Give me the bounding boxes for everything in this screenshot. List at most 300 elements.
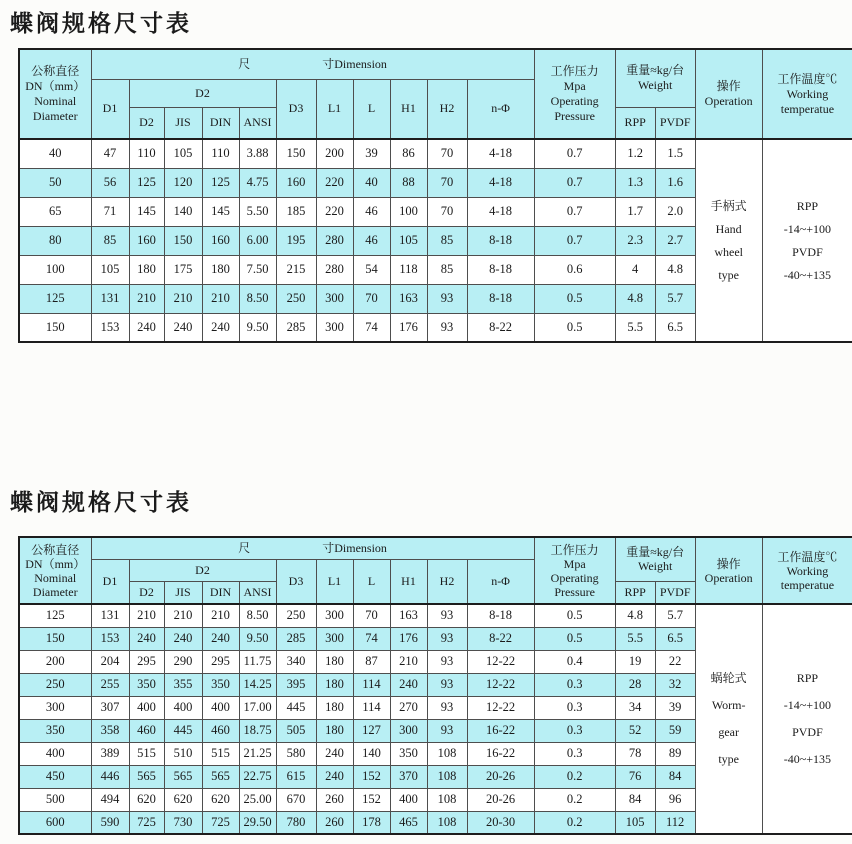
cell-h1: 176 (390, 627, 427, 650)
dimension-cn-right: 寸Dimension (322, 541, 387, 556)
cell-d2: 240 (129, 313, 164, 342)
cell-pressure: 0.5 (534, 604, 615, 627)
cell-n-phi: 4-18 (467, 197, 534, 226)
cell-l1: 240 (316, 742, 353, 765)
cell-d2: 725 (129, 811, 164, 834)
cell-pvdf: 112 (655, 811, 695, 834)
cell-dn: 600 (19, 811, 91, 834)
cell-d1: 204 (91, 650, 129, 673)
cell-ansi: 8.50 (239, 284, 276, 313)
cell-l: 114 (353, 673, 390, 696)
cell-l: 46 (353, 226, 390, 255)
cell-ansi: 6.00 (239, 226, 276, 255)
cell-d3: 250 (276, 284, 316, 313)
cell-d1: 153 (91, 627, 129, 650)
spec-table-wormgear (18, 536, 852, 835)
cell-l: 40 (353, 168, 390, 197)
cell-h1: 370 (390, 765, 427, 788)
cell-h2: 108 (427, 788, 467, 811)
cell-n-phi: 12-22 (467, 650, 534, 673)
col-header-5: n-Φ (467, 79, 534, 139)
cell-ansi: 5.50 (239, 197, 276, 226)
col-header-4: H2 (427, 559, 467, 604)
cell-pvdf: 6.5 (655, 627, 695, 650)
cell-h1: 300 (390, 719, 427, 742)
col-header-dimension (91, 49, 534, 79)
cell-l1: 240 (316, 765, 353, 788)
cell-d1: 494 (91, 788, 129, 811)
dimension-header (92, 541, 534, 555)
col-subheader-d2-3: ANSI (239, 581, 276, 604)
cell-d3: 250 (276, 604, 316, 627)
cell-dn: 40 (19, 139, 91, 168)
text-line: Operating (550, 94, 599, 108)
col-subheader-weight-1: PVDF (655, 581, 695, 604)
text-line: wheel (714, 244, 743, 259)
text-line: Pressure (554, 109, 595, 123)
text-line: 公称直径 (31, 64, 80, 78)
cell-d2: 620 (129, 788, 164, 811)
cell-pressure: 0.6 (534, 255, 615, 284)
cell-d3: 215 (276, 255, 316, 284)
cell-h2: 93 (427, 696, 467, 719)
cell-h2: 93 (427, 604, 467, 627)
cell-h2: 108 (427, 811, 467, 834)
col-header-3: H1 (390, 559, 427, 604)
text-line: Diameter (32, 584, 78, 599)
cell-dn: 200 (19, 650, 91, 673)
cell-h1: 163 (390, 604, 427, 627)
text-line: RPP (796, 198, 819, 213)
cell-h2: 70 (427, 197, 467, 226)
cell-rpp: 4.8 (615, 284, 655, 313)
cell-pressure: 0.3 (534, 673, 615, 696)
cell-d2: 400 (129, 696, 164, 719)
cell-jis: 120 (164, 168, 202, 197)
text-line: Diameter (32, 109, 78, 123)
cell-dn: 80 (19, 226, 91, 255)
cell-l: 70 (353, 284, 390, 313)
cell-l1: 300 (316, 627, 353, 650)
text-line: -40~+135 (783, 267, 832, 282)
text-line: 重量≈kg/台 (626, 545, 685, 560)
col-header-weight (615, 49, 695, 107)
cell-n-phi: 20-26 (467, 788, 534, 811)
col-header-operation (695, 49, 762, 139)
cell-h2: 85 (427, 255, 467, 284)
cell-pressure: 0.2 (534, 811, 615, 834)
cell-d2: 180 (129, 255, 164, 284)
text-line: 操作 (716, 79, 741, 93)
cell-rpp: 4.8 (615, 604, 655, 627)
text-line: Hand (715, 221, 742, 236)
cell-h2: 70 (427, 168, 467, 197)
cell-din: 240 (202, 313, 239, 342)
cell-l1: 300 (316, 604, 353, 627)
col-header-1: L1 (316, 79, 353, 139)
col-header-operating-pressure (534, 537, 615, 604)
cell-l: 74 (353, 313, 390, 342)
text-line: -40~+135 (783, 752, 832, 766)
cell-h2: 108 (427, 742, 467, 765)
cell-l: 87 (353, 650, 390, 673)
cell-ansi: 9.50 (239, 627, 276, 650)
col-subheader-d2-0: D2 (129, 107, 164, 139)
col-header-operation (695, 537, 762, 604)
cell-l1: 180 (316, 673, 353, 696)
cell-dn: 50 (19, 168, 91, 197)
cell-din: 210 (202, 284, 239, 313)
text-line: Operation (704, 570, 753, 585)
text-line: Working (786, 86, 829, 101)
cell-jis: 620 (164, 788, 202, 811)
text-line: -14~+100 (783, 698, 832, 712)
cell-n-phi: 8-22 (467, 313, 534, 342)
cell-n-phi: 8-22 (467, 627, 534, 650)
cell-pressure: 0.3 (534, 696, 615, 719)
temperature-range-cell (762, 139, 852, 342)
cell-pvdf: 1.5 (655, 139, 695, 168)
cell-jis: 105 (164, 139, 202, 168)
cell-n-phi: 4-18 (467, 168, 534, 197)
cell-dn: 300 (19, 696, 91, 719)
cell-ansi: 18.75 (239, 719, 276, 742)
cell-jis: 445 (164, 719, 202, 742)
cell-din: 620 (202, 788, 239, 811)
cell-jis: 175 (164, 255, 202, 284)
cell-dn: 500 (19, 788, 91, 811)
cell-n-phi: 8-18 (467, 255, 534, 284)
text-line: Weight (637, 78, 673, 93)
cell-l: 127 (353, 719, 390, 742)
cell-h1: 350 (390, 742, 427, 765)
cell-d2: 210 (129, 284, 164, 313)
cell-jis: 210 (164, 604, 202, 627)
cell-h1: 105 (390, 226, 427, 255)
cell-dn: 150 (19, 627, 91, 650)
cell-ansi: 21.25 (239, 742, 276, 765)
cell-ansi: 14.25 (239, 673, 276, 696)
cell-rpp: 19 (615, 650, 655, 673)
cell-d2: 145 (129, 197, 164, 226)
col-header-5: n-Φ (467, 559, 534, 604)
cell-pvdf: 2.7 (655, 226, 695, 255)
cell-din: 460 (202, 719, 239, 742)
col-subheader-weight-0: RPP (615, 581, 655, 604)
text-line: gear (718, 725, 739, 739)
cell-l1: 300 (316, 284, 353, 313)
cell-h2: 70 (427, 139, 467, 168)
cell-jis: 140 (164, 197, 202, 226)
cell-din: 145 (202, 197, 239, 226)
cell-l1: 220 (316, 168, 353, 197)
cell-n-phi: 16-22 (467, 742, 534, 765)
text-line: 手柄式 (710, 198, 747, 213)
col-header-operating-pressure (534, 49, 615, 139)
col-header-d2-group: D2 (129, 559, 276, 581)
cell-pressure: 0.4 (534, 650, 615, 673)
table2-title: 蝶阀规格尺寸表 (10, 490, 192, 515)
cell-h1: 210 (390, 650, 427, 673)
cell-rpp: 105 (615, 811, 655, 834)
cell-pvdf: 4.8 (655, 255, 695, 284)
text-line: Weight (637, 559, 673, 574)
cell-d2: 350 (129, 673, 164, 696)
text-line: 重量≈kg/台 (626, 63, 685, 78)
cell-pvdf: 89 (655, 742, 695, 765)
cell-h2: 108 (427, 765, 467, 788)
operation-type-cell (695, 604, 762, 834)
cell-l1: 180 (316, 696, 353, 719)
cell-h2: 93 (427, 673, 467, 696)
cell-pvdf: 1.6 (655, 168, 695, 197)
col-header-0: D3 (276, 559, 316, 604)
text-line: 蜗轮式 (710, 671, 747, 685)
cell-d2: 110 (129, 139, 164, 168)
cell-d3: 670 (276, 788, 316, 811)
cell-h1: 240 (390, 673, 427, 696)
col-subheader-weight-1: PVDF (655, 107, 695, 139)
cell-pressure: 0.5 (534, 627, 615, 650)
text-line: temperatue (780, 577, 835, 592)
cell-d3: 340 (276, 650, 316, 673)
cell-din: 125 (202, 168, 239, 197)
cell-rpp: 2.3 (615, 226, 655, 255)
cell-rpp: 5.5 (615, 627, 655, 650)
cell-l: 114 (353, 696, 390, 719)
text-line: 工作压力 (550, 64, 599, 78)
cell-dn: 65 (19, 197, 91, 226)
cell-d2: 460 (129, 719, 164, 742)
text-line: type (718, 267, 739, 282)
cell-jis: 565 (164, 765, 202, 788)
cell-ansi: 3.88 (239, 139, 276, 168)
cell-pressure: 0.3 (534, 742, 615, 765)
cell-h1: 163 (390, 284, 427, 313)
cell-h1: 86 (390, 139, 427, 168)
cell-d3: 285 (276, 313, 316, 342)
cell-pvdf: 96 (655, 788, 695, 811)
cell-jis: 355 (164, 673, 202, 696)
cell-h2: 93 (427, 719, 467, 742)
col-subheader-d2-0: D2 (129, 581, 164, 604)
cell-pressure: 0.7 (534, 226, 615, 255)
cell-d3: 505 (276, 719, 316, 742)
cell-d1: 307 (91, 696, 129, 719)
cell-rpp: 1.3 (615, 168, 655, 197)
operation-type-cell (695, 139, 762, 342)
cell-h2: 93 (427, 313, 467, 342)
text-line: Pressure (554, 584, 595, 599)
cell-h1: 400 (390, 788, 427, 811)
col-header-d1: D1 (91, 79, 129, 139)
cell-jis: 290 (164, 650, 202, 673)
cell-ansi: 4.75 (239, 168, 276, 197)
text-line: Nominal (34, 94, 77, 108)
col-header-working-temperature (762, 49, 852, 139)
dimension-cn-left: 尺 (238, 541, 251, 556)
cell-pressure: 0.5 (534, 284, 615, 313)
cell-jis: 150 (164, 226, 202, 255)
cell-h2: 93 (427, 627, 467, 650)
cell-rpp: 5.5 (615, 313, 655, 342)
col-subheader-d2-3: ANSI (239, 107, 276, 139)
cell-h2: 93 (427, 284, 467, 313)
text-line: 工作温度℃ (777, 71, 838, 86)
cell-l1: 200 (316, 139, 353, 168)
cell-l: 140 (353, 742, 390, 765)
cell-dn: 150 (19, 313, 91, 342)
cell-l: 46 (353, 197, 390, 226)
cell-pressure: 0.2 (534, 765, 615, 788)
cell-din: 295 (202, 650, 239, 673)
cell-din: 565 (202, 765, 239, 788)
cell-h1: 88 (390, 168, 427, 197)
cell-l: 152 (353, 765, 390, 788)
col-header-2: L (353, 559, 390, 604)
cell-pressure: 0.5 (534, 313, 615, 342)
cell-dn: 100 (19, 255, 91, 284)
cell-n-phi: 8-18 (467, 284, 534, 313)
cell-din: 350 (202, 673, 239, 696)
cell-h1: 270 (390, 696, 427, 719)
cell-d1: 71 (91, 197, 129, 226)
text-line: temperatue (780, 101, 835, 116)
cell-jis: 210 (164, 284, 202, 313)
cell-d1: 131 (91, 604, 129, 627)
cell-d1: 446 (91, 765, 129, 788)
table-row (19, 604, 852, 627)
cell-din: 240 (202, 627, 239, 650)
cell-ansi: 29.50 (239, 811, 276, 834)
col-header-2: L (353, 79, 390, 139)
text-line: 工作温度℃ (777, 549, 838, 564)
cell-n-phi: 16-22 (467, 719, 534, 742)
cell-rpp: 84 (615, 788, 655, 811)
cell-d2: 295 (129, 650, 164, 673)
cell-h1: 100 (390, 197, 427, 226)
cell-rpp: 76 (615, 765, 655, 788)
col-subheader-d2-1: JIS (164, 581, 202, 604)
cell-n-phi: 8-18 (467, 604, 534, 627)
cell-pressure: 0.3 (534, 719, 615, 742)
cell-pressure: 0.2 (534, 788, 615, 811)
cell-din: 210 (202, 604, 239, 627)
table1-title: 蝶阀规格尺寸表 (10, 11, 192, 36)
cell-d1: 56 (91, 168, 129, 197)
cell-ansi: 22.75 (239, 765, 276, 788)
temperature-range-cell (762, 604, 852, 834)
col-header-d2-group: D2 (129, 79, 276, 107)
text-line: DN（mm） (25, 556, 86, 571)
cell-l: 39 (353, 139, 390, 168)
text-line: 公称直径 (31, 542, 80, 557)
cell-dn: 400 (19, 742, 91, 765)
dimension-cn-left: 尺 (238, 56, 251, 71)
cell-d1: 153 (91, 313, 129, 342)
cell-pvdf: 5.7 (655, 284, 695, 313)
spec-table-handwheel (18, 48, 852, 343)
cell-d3: 285 (276, 627, 316, 650)
cell-rpp: 28 (615, 673, 655, 696)
cell-din: 160 (202, 226, 239, 255)
cell-d2: 125 (129, 168, 164, 197)
col-subheader-d2-2: DIN (202, 107, 239, 139)
cell-dn: 125 (19, 284, 91, 313)
dimension-header (92, 57, 534, 72)
cell-pvdf: 2.0 (655, 197, 695, 226)
cell-d2: 565 (129, 765, 164, 788)
cell-d2: 210 (129, 604, 164, 627)
cell-l1: 280 (316, 255, 353, 284)
cell-h1: 176 (390, 313, 427, 342)
cell-dn: 250 (19, 673, 91, 696)
text-line: PVDF (792, 725, 823, 739)
cell-pressure: 0.7 (534, 168, 615, 197)
cell-jis: 240 (164, 627, 202, 650)
cell-d3: 580 (276, 742, 316, 765)
text-line: -14~+100 (783, 221, 832, 236)
cell-l: 152 (353, 788, 390, 811)
cell-pressure: 0.7 (534, 139, 615, 168)
cell-d3: 780 (276, 811, 316, 834)
cell-h1: 118 (390, 255, 427, 284)
cell-din: 180 (202, 255, 239, 284)
col-subheader-d2-2: DIN (202, 581, 239, 604)
cell-l: 178 (353, 811, 390, 834)
cell-dn: 125 (19, 604, 91, 627)
cell-l1: 300 (316, 313, 353, 342)
cell-ansi: 8.50 (239, 604, 276, 627)
text-line: 操作 (716, 556, 741, 571)
text-line: Operating (550, 570, 599, 585)
cell-l1: 180 (316, 719, 353, 742)
cell-l1: 180 (316, 650, 353, 673)
cell-d3: 445 (276, 696, 316, 719)
cell-l1: 260 (316, 811, 353, 834)
cell-l1: 280 (316, 226, 353, 255)
cell-n-phi: 20-30 (467, 811, 534, 834)
cell-d3: 195 (276, 226, 316, 255)
cell-dn: 350 (19, 719, 91, 742)
cell-ansi: 17.00 (239, 696, 276, 719)
cell-ansi: 11.75 (239, 650, 276, 673)
cell-jis: 400 (164, 696, 202, 719)
col-header-0: D3 (276, 79, 316, 139)
cell-pvdf: 5.7 (655, 604, 695, 627)
cell-din: 725 (202, 811, 239, 834)
cell-d3: 160 (276, 168, 316, 197)
cell-l: 74 (353, 627, 390, 650)
col-header-1: L1 (316, 559, 353, 604)
cell-pressure: 0.7 (534, 197, 615, 226)
cell-d1: 105 (91, 255, 129, 284)
cell-d3: 395 (276, 673, 316, 696)
dimension-cn-right: 寸Dimension (322, 56, 387, 71)
text-line: Mpa (563, 556, 586, 571)
col-subheader-d2-1: JIS (164, 107, 202, 139)
cell-ansi: 7.50 (239, 255, 276, 284)
col-header-3: H1 (390, 79, 427, 139)
col-header-nominal-diameter (19, 49, 91, 139)
cell-n-phi: 12-22 (467, 696, 534, 719)
col-header-4: H2 (427, 79, 467, 139)
table-row (19, 139, 852, 168)
col-subheader-weight-0: RPP (615, 107, 655, 139)
cell-d3: 150 (276, 139, 316, 168)
text-line: Nominal (34, 570, 77, 585)
cell-rpp: 78 (615, 742, 655, 765)
